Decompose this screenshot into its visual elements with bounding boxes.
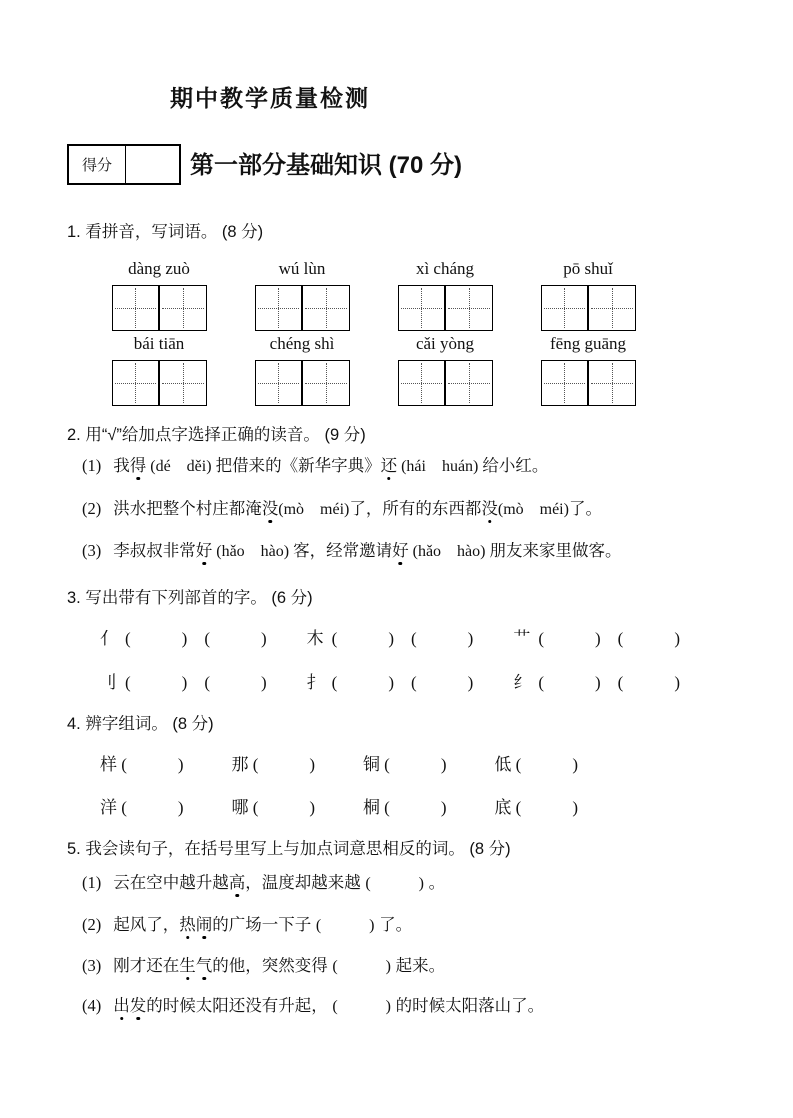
radical-group	[307, 624, 474, 649]
text-segment: 刚才还在	[113, 957, 180, 975]
q3-row-2	[100, 668, 680, 693]
dotted-char: 好	[195, 542, 213, 560]
text-segment: 的他，突然变得	[212, 957, 333, 975]
dotted-char: 热	[179, 916, 196, 934]
pinyin-text: ( )	[332, 998, 392, 1015]
word-blank: 那 ( )	[231, 755, 316, 774]
pinyin-label: xì cháng	[415, 259, 475, 278]
q1-row-2	[93, 333, 654, 406]
item-text	[113, 957, 445, 975]
text-segment: 的时候太阳还没有升起，	[146, 997, 333, 1015]
pinyin-word-group	[379, 333, 511, 406]
item-text	[113, 874, 445, 892]
pinyin-label: chéng shì	[269, 334, 335, 353]
text-segment: 的时候太阳落山了。	[391, 997, 545, 1015]
writing-cell	[301, 286, 349, 330]
pinyin-text: ( )	[315, 917, 375, 934]
item-number: (2)	[82, 915, 102, 934]
pinyin-word-group	[522, 333, 654, 406]
q1-row-1	[93, 258, 654, 331]
writing-box	[112, 285, 207, 331]
pinyin-text: ( )	[332, 958, 392, 975]
word-blank: 洋 ( )	[100, 798, 184, 817]
item-number: (1)	[82, 873, 102, 892]
text-segment: 了，所有的东西都	[349, 500, 482, 518]
score-value-blank	[126, 146, 179, 183]
dotted-char: 没	[261, 500, 279, 518]
text-segment: 起来。	[391, 957, 446, 975]
text-segment: 把借来的《新华字典》	[215, 457, 381, 475]
pinyin-word-group	[93, 258, 225, 331]
word-blank: 底 ( )	[494, 798, 578, 817]
dotted-char: 高	[228, 874, 246, 892]
pinyin-word-group	[522, 258, 654, 331]
q1-heading: 1. 看拼音，写词语。 (8 分)	[67, 223, 264, 241]
q4-heading: 4. 辨字组词。 (8 分)	[67, 715, 214, 733]
writing-cell	[542, 361, 588, 405]
item-text	[113, 542, 621, 560]
answer-blanks: ( ) ( )	[538, 673, 680, 692]
radical-group	[513, 668, 680, 693]
q2-heading: 2. 用“√”给加点字选择正确的读音。 (9 分)	[67, 426, 366, 444]
writing-cell	[158, 361, 206, 405]
section-title: 第一部分基础知识 (70 分)	[190, 152, 463, 179]
writing-cell	[158, 286, 206, 330]
word-blank: 桐 ( )	[362, 798, 447, 817]
pinyin-text: (dé děi)	[146, 458, 216, 475]
word-blank: 哪 ( )	[231, 798, 316, 817]
writing-cell	[113, 286, 159, 330]
pinyin-label: dàng zuò	[128, 259, 190, 278]
text-segment: 。	[424, 874, 446, 892]
text-segment: 的广场一下子	[212, 916, 316, 934]
text-segment: 客，经常邀请	[293, 542, 393, 560]
answer-blanks: ( ) ( )	[331, 629, 474, 648]
dotted-char: 没	[481, 500, 498, 518]
q5-item-2	[82, 914, 412, 937]
q2-item-2	[82, 498, 602, 521]
q5-item-4	[82, 995, 544, 1018]
writing-cell	[301, 361, 349, 405]
text-segment: 朋友来家里做客。	[489, 542, 622, 560]
word-blank: 铜 ( )	[362, 755, 447, 774]
score-label: 得分	[69, 146, 126, 183]
writing-cell	[444, 286, 492, 330]
radical-char: 刂	[100, 673, 117, 692]
q4-row-2	[100, 793, 578, 818]
pinyin-text: (hǎo hào)	[212, 543, 294, 560]
radical-group	[307, 668, 474, 693]
q2-item-1	[82, 455, 548, 478]
word-blank: 低 ( )	[494, 755, 578, 774]
text-segment: 李叔叔非常	[113, 542, 196, 560]
text-segment: 我	[113, 457, 130, 475]
radical-char: 艹	[513, 629, 531, 648]
writing-box	[541, 285, 636, 331]
q4-row-1	[100, 750, 578, 775]
writing-cell	[587, 361, 635, 405]
pinyin-text: (mò méi)	[497, 501, 569, 518]
radical-group	[513, 624, 680, 649]
dotted-char: 还	[380, 457, 398, 475]
dotted-char: 生	[179, 957, 196, 975]
item-number: (3)	[82, 541, 102, 560]
writing-box	[398, 285, 493, 331]
writing-cell	[399, 286, 445, 330]
score-box	[67, 144, 181, 185]
item-number: (2)	[82, 499, 102, 518]
page-title: 期中教学质量检测	[170, 85, 370, 111]
writing-box	[255, 285, 350, 331]
text-segment: 了。	[568, 500, 602, 518]
q3-heading: 3. 写出带有下列部首的字。 (6 分)	[67, 589, 313, 607]
pinyin-label: bái tiān	[133, 334, 185, 353]
answer-blanks: ( ) ( )	[125, 673, 267, 692]
text-segment: ，温度却越来越	[245, 874, 366, 892]
item-number: (3)	[82, 956, 102, 975]
text-segment: 起风了，	[113, 916, 180, 934]
writing-box	[112, 360, 207, 406]
pinyin-text: ( )	[365, 875, 425, 892]
pinyin-text: (hǎo hào)	[408, 543, 490, 560]
text-segment: 洪水把整个村庄都淹	[113, 500, 262, 518]
pinyin-text: (hái huán)	[397, 458, 483, 475]
answer-blanks: ( ) ( )	[125, 629, 267, 648]
pinyin-word-group	[379, 258, 511, 331]
writing-box	[541, 360, 636, 406]
pinyin-label: cǎi yòng	[415, 334, 475, 353]
writing-cell	[542, 286, 588, 330]
text-segment: 给小红。	[482, 457, 549, 475]
writing-cell	[587, 286, 635, 330]
item-number: (1)	[82, 456, 102, 475]
text-segment: 了。	[374, 916, 413, 934]
dotted-char: 闹	[195, 916, 213, 934]
radical-char: 扌	[306, 673, 324, 692]
q5-item-1	[82, 872, 445, 895]
dotted-char: 出	[113, 997, 130, 1015]
pinyin-word-group	[236, 333, 368, 406]
pinyin-text: (mò méi)	[278, 501, 350, 518]
radical-char: 木	[306, 629, 324, 648]
writing-cell	[444, 361, 492, 405]
item-text	[113, 916, 412, 934]
dotted-char: 发	[129, 997, 147, 1015]
item-text	[113, 457, 548, 475]
answer-blanks: ( ) ( )	[331, 673, 474, 692]
writing-cell	[256, 286, 302, 330]
radical-char: 亻	[100, 629, 117, 648]
answer-blanks: ( ) ( )	[538, 629, 680, 648]
writing-box	[255, 360, 350, 406]
q2-item-3	[82, 540, 622, 563]
radical-group	[100, 624, 267, 649]
dotted-char: 好	[392, 542, 409, 560]
item-number: (4)	[82, 996, 102, 1015]
writing-cell	[256, 361, 302, 405]
writing-cell	[399, 361, 445, 405]
dotted-char: 气	[195, 957, 213, 975]
q3-row-1	[100, 624, 680, 649]
pinyin-word-group	[93, 333, 225, 406]
radical-group	[100, 668, 267, 693]
q5-heading: 5. 我会读句子，在括号里写上与加点词意思相反的词。 (8 分)	[67, 840, 511, 858]
pinyin-word-group	[236, 258, 368, 331]
item-text	[113, 500, 602, 518]
pinyin-label: fēng guāng	[549, 334, 626, 353]
radical-char: 纟	[513, 673, 531, 692]
pinyin-label: wú lùn	[278, 259, 326, 278]
word-blank: 样 ( )	[100, 755, 184, 774]
writing-box	[398, 360, 493, 406]
item-text	[113, 997, 544, 1015]
q5-item-3	[82, 955, 445, 978]
pinyin-label: pō shuǐ	[563, 259, 613, 278]
text-segment: 云在空中越升越	[113, 874, 229, 892]
writing-cell	[113, 361, 159, 405]
dotted-char: 得	[129, 457, 147, 475]
